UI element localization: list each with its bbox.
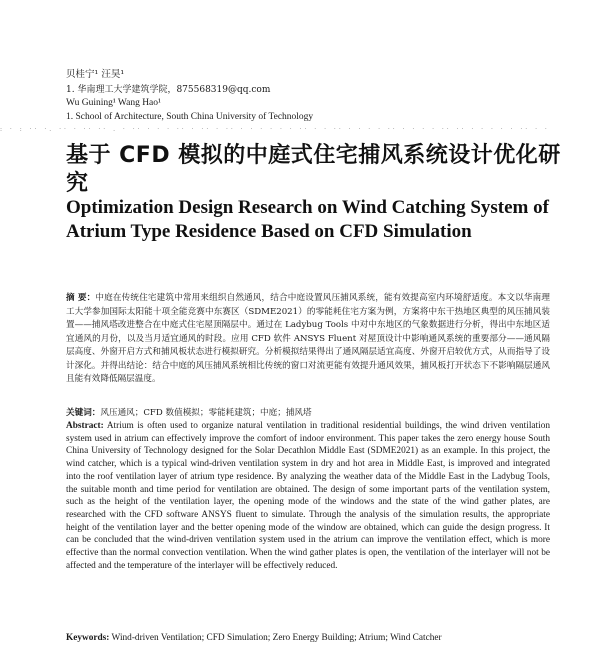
affiliation-cn: 1. 华南理工大学建筑学院，875568319@qq.com <box>66 85 271 95</box>
abstract-cn <box>66 292 550 387</box>
abstract-cn-label: 摘 要： <box>66 293 96 303</box>
keywords-en-text: Wind-driven Ventilation; CFD Simulation; Zero Energy Building; Atrium; Wind Catcher <box>111 633 442 643</box>
keywords-en-label: Keywords: <box>66 633 110 643</box>
authors-cn: 贝桂宁¹ 汪昊¹ <box>66 69 125 80</box>
scan-noise-line: : · : ·· ·. ·· · ·· ·· . · ·· · · · ·· · ·· · ·· · · · · · · ·· · · ·· · · · · ·· · · · · ·· ·· · · · · · ·· · · <box>0 126 550 133</box>
title-en: Optimization Design Research on Wind Catching System of Atrium Type Residence Based on CFD Simulation <box>66 197 549 242</box>
keywords-en <box>66 632 550 644</box>
abstract-en <box>66 420 550 572</box>
authors-en: Wu Guining¹ Wang Hao¹ <box>66 98 161 108</box>
abstract-en-label: Abstract: <box>66 421 104 431</box>
abstract-en-text: Atrium is often used to organize natural ventilation in traditional residential buildings, the wind driven ventilation system used in atrium can effectively improve the comfort of indoor environment. This paper takes the zero energy house South China University of Technology designed for the Solar Decathlon Middle East (SDME2021) as an example. In this project, the wind catcher, which is a typical wind-driven ventilation system in dry and hot area in Middle East, is improved and integrated into the roof ventilation layer of atrium type residence. By analyzing the weather data of the Middle East in the Ladybug Tools, the suitable month and time period for ventilation are obtained. The design of some important parts of the ventilation system, such as the height of the ventilation layer, the opening mode of the windows and the state of the wind gather plates, are researched with the CFD software ANSYS fluent to simulate. Through the analysis of the simulation results, the appropriate height of the ventilation layer and the better opening mode of the window are obtained, which can guide the design progress. It can be concluded that the wind-driven ventilation system used in the atrium can improve the ventilation effect, which is more effective than the normal convection ventilation. When the wind gather plates is open, the ventilation of the interlayer will not be affected and the temperature of the interlayer will be effectively reduced. <box>66 421 550 571</box>
title-cn: 基于 CFD 模拟的中庭式住宅捕风系统设计优化研究 <box>66 143 561 196</box>
keywords-cn-text: 风压通风；CFD 数值模拟；零能耗建筑；中庭；捕风塔 <box>100 408 312 418</box>
abstract-cn-text: 中庭在传统住宅建筑中常用来组织自然通风，结合中庭设置风压捕风系统，能有效提高室内环境舒适度。本文以华南理工大学参加国际太阳能十项全能竞赛中东赛区（SDME2021）的零能耗住宅方案为例，方案将中东干热地区典型的风压捕风装置——捕风塔改进整合在中庭式住宅屋顶隔层中。通过在 Ladybug Tools 中对中东地区的气象数据进行分析，得出中东地区适宜通风的月份，以及当月适宜通风的时段。应用 CFD 软件 ANSYS Fluent 对屋顶设计中影响通风系统的重要部分——通风隔层高度、外窗开启方式和捕风板状态进行模拟研究。分析模拟结果得出了通风隔层适宜高度、外窗开启较优方式，从而指导了设计深化。并得出结论：结合中庭的风压捕风系统相比传统的窗口对流更能有效提升通风效果，捕风板打开状态下不影响隔层通风且能有效降低隔层温度。 <box>66 293 550 384</box>
keywords-cn <box>66 407 550 419</box>
keywords-cn-label: 关键词： <box>66 408 101 418</box>
affiliation-en: 1. School of Architecture, South China University of Technology <box>66 112 314 122</box>
